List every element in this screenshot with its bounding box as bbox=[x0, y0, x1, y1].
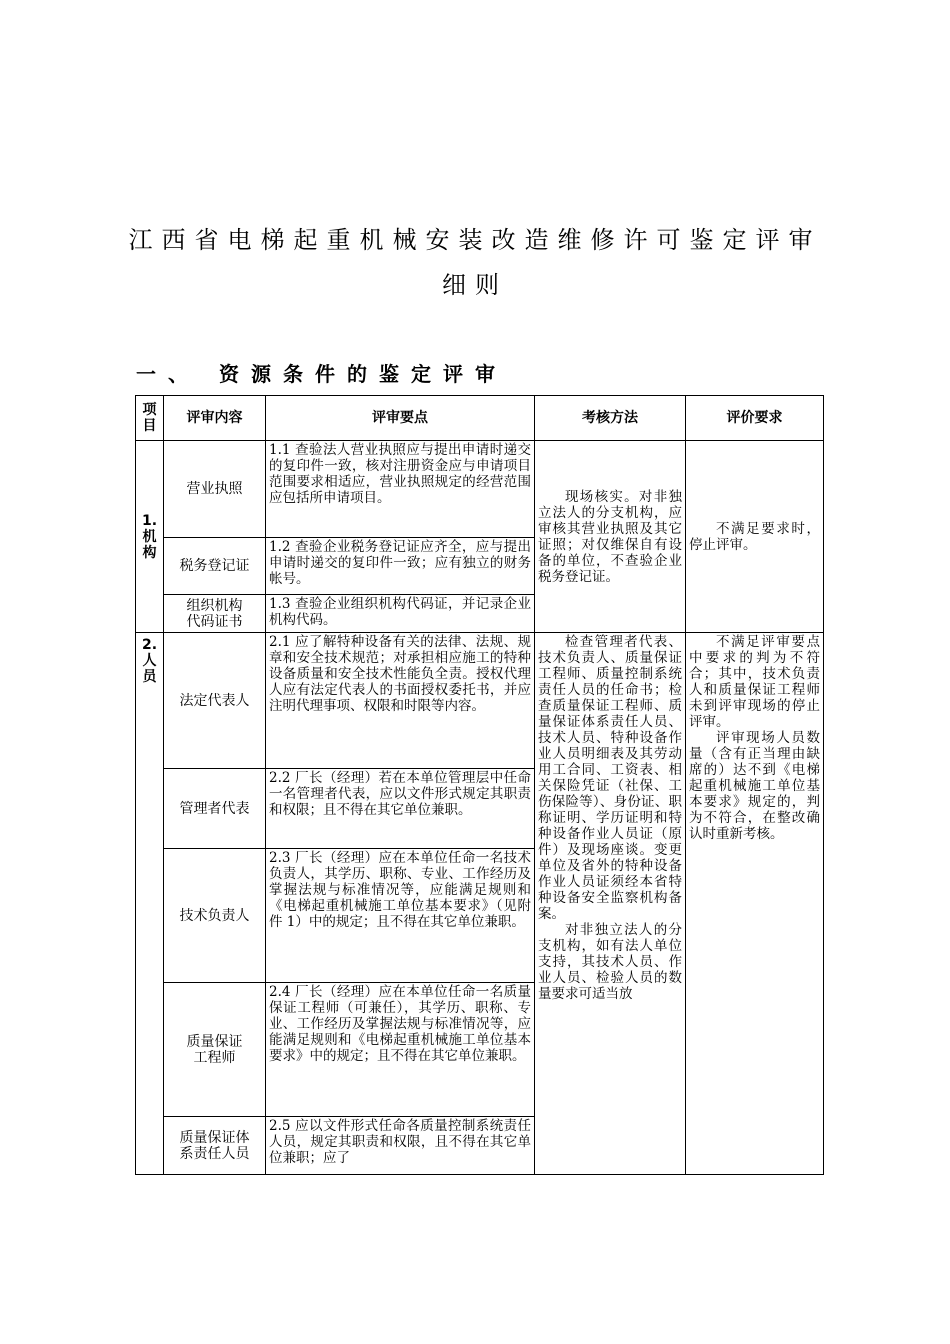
points-management-representative: 2.2 厂长（经理）若在本单位管理层中任命一名管理者代表，应以文件形式规定其职责和权限；且不得在其它单位兼职。 bbox=[266, 769, 535, 849]
header-content: 评审内容 bbox=[164, 396, 266, 441]
points-quality-assurance-engineer: 2.4 厂长（经理）应在本单位任命一名质量保证工程师（可兼任），其学历、职称、专业、工作经历及掌握法规与标准情况等，应能满足规则和《电梯起重机械施工单位基本要求》中的规定；且不得在其它单位兼职。 bbox=[266, 983, 535, 1117]
content-organization-code: 组织机构 代码证书 bbox=[164, 595, 266, 633]
header-requirement: 评价要求 bbox=[686, 396, 824, 441]
points-business-license: 1.1 查验法人营业执照应与提出申请时递交的复印件一致，核对注册资金应与申请项目范围要求相适应，营业执照规定的经营范围应包括所申请项目。 bbox=[266, 441, 535, 538]
section-heading: 一、 资源条件的鉴定评审 bbox=[136, 362, 507, 386]
requirement-personnel bbox=[686, 633, 824, 1175]
points-quality-system-personnel: 2.5 应以文件形式任命各质量控制系统责任人员，规定其职责和权限，且不得在其它单位兼职；应了 bbox=[266, 1117, 535, 1175]
points-tax-registration: 1.2 查验企业税务登记证应齐全，应与提出申请时递交的复印件一致；应有独立的财务帐号。 bbox=[266, 538, 535, 595]
content-business-license: 营业执照 bbox=[164, 441, 266, 538]
points-legal-representative: 2.1 应了解特种设备有关的法律、法规、规章和安全技术规范；对承担相应施工的特种设备质量和安全技术性能负全责。授权代理人应有法定代表人的书面授权委托书，并应注明代理事项、权限和时限等内容。 bbox=[266, 633, 535, 769]
content-tax-registration: 税务登记证 bbox=[164, 538, 266, 595]
requirement-personnel-paragraph-2: 评审现场人员数量（含有正当理由缺席的）达不到《电梯起重机械施工单位基本要求》规定的，判为不符合，在整改确认时重新考核。 bbox=[689, 730, 820, 842]
content-quality-assurance-engineer: 质量保证 工程师 bbox=[164, 983, 266, 1117]
table-header-row bbox=[136, 396, 824, 441]
header-points: 评审要点 bbox=[266, 396, 535, 441]
points-technical-director: 2.3 厂长（经理）应在本单位任命一名技术负责人，其学历、职称、专业、工作经历及掌握法规与标准情况等，应能满足规则和《电梯起重机械施工单位基本要求》（见附件 1）中的规定；且不得在其它单位兼职。 bbox=[266, 849, 535, 983]
content-technical-director: 技术负责人 bbox=[164, 849, 266, 983]
method-organization: 现场核实。对非独立法人的分支机构，应审核其营业执照及其它证照；对仅维保自有设备的单位，不查验企业税务登记证。 bbox=[535, 441, 686, 633]
content-management-representative: 管理者代表 bbox=[164, 769, 266, 849]
method-personnel bbox=[535, 633, 686, 1175]
document-title-line-2: 细则 bbox=[442, 271, 508, 299]
points-organization-code: 1.3 查验企业组织机构代码证，并记录企业机构代码。 bbox=[266, 595, 535, 633]
header-method: 考核方法 bbox=[535, 396, 686, 441]
header-project: 项 目 bbox=[136, 396, 164, 441]
group-label-organization: 1. 机 构 bbox=[136, 441, 164, 633]
table-row bbox=[136, 441, 824, 538]
content-legal-representative: 法定代表人 bbox=[164, 633, 266, 769]
table-row bbox=[136, 633, 824, 769]
review-criteria-table bbox=[135, 395, 824, 1175]
document-title-line-1: 江西省电梯起重机械安装改造维修许可鉴定评审 bbox=[128, 226, 822, 254]
content-quality-system-personnel: 质量保证体 系责任人员 bbox=[164, 1117, 266, 1175]
method-personnel-paragraph-2: 对非独立法人的分支机构，如有法人单位支持，其技术人员、作业人员、检验人员的数量要求可适当放 bbox=[538, 922, 682, 1002]
method-personnel-paragraph-1: 检查管理者代表、技术负责人、质量保证工程师、质量控制系统责任人员的任命书；检查质量保证工程师、质量保证体系责任人员、技术人员、特种设备作业人员明细表及其劳动用工合同、工资表、相关保险凭证（社保、工伤保险等）、身份证、职称证明、学历证明和特种设备作业人员证（原件）及现场座谈。变更单位及省外的特种设备作业人员证须经本省特种设备安全监察机构备案。 bbox=[538, 634, 682, 922]
requirement-organization: 不满足要求时，停止评审。 bbox=[686, 441, 824, 633]
group-label-personnel: 2. 人 员 bbox=[136, 633, 164, 1175]
requirement-personnel-paragraph-1: 不满足评审要点中要求的判为不符合；其中，技术负责人和质量保证工程师未到评审现场的停止评审。 bbox=[689, 634, 820, 730]
